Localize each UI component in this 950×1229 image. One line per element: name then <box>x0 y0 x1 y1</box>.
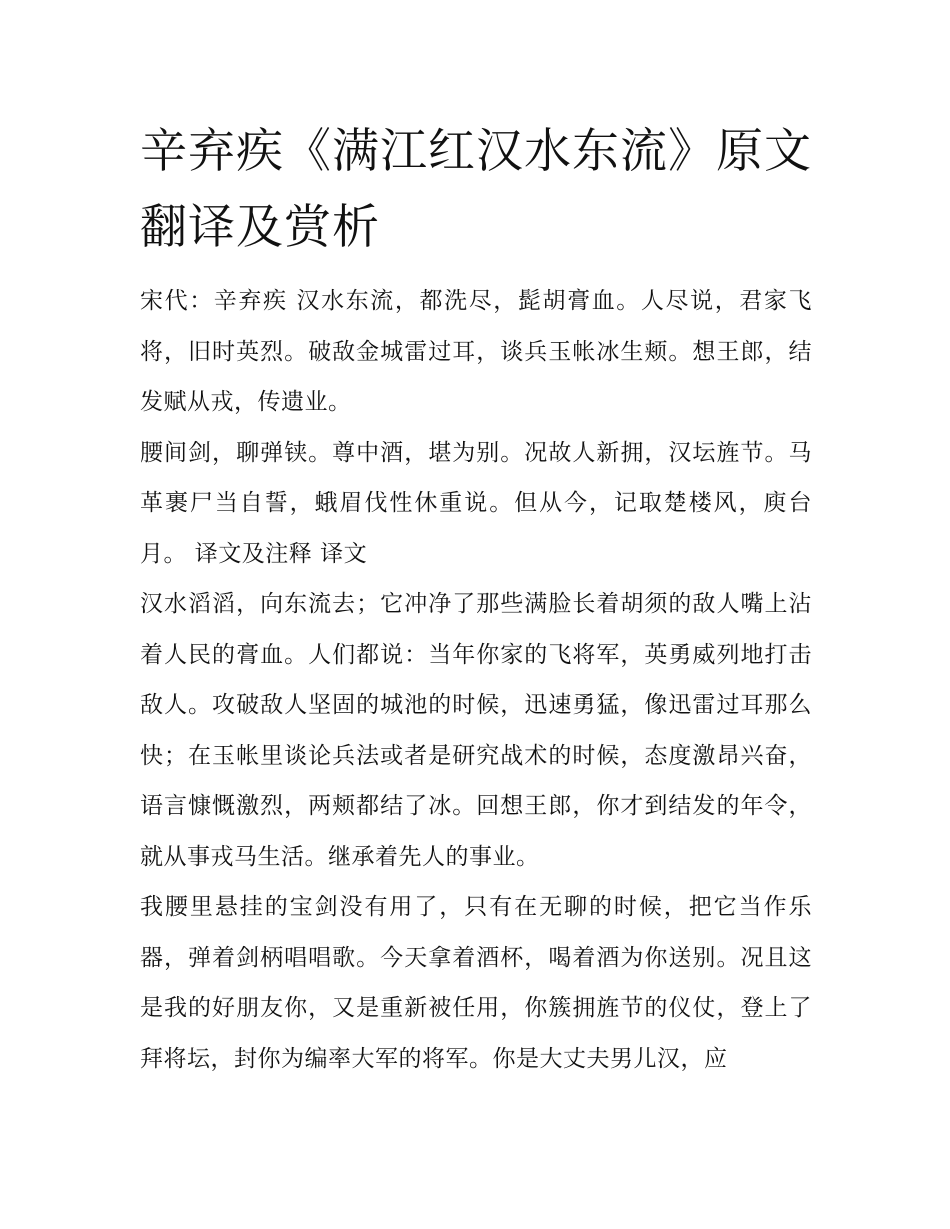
paragraph-original-text-2: 腰间剑，聊弹铗。尊中酒，堪为别。况故人新拥，汉坛旌节。马革裹尸当自誓，蛾眉伐性休重说。但从今，记取楚楼风，庾台月。 译文及注释 译文 <box>140 439 812 567</box>
document-title: 辛弃疾《满江红汉水东流》原文翻译及赏析 <box>140 124 812 255</box>
paragraph-translation-2: 我腰里悬挂的宝剑没有用了，只有在无聊的时候，把它当作乐器，弹着剑柄唱唱歌。今天拿着酒杯，喝着酒为你送别。况且这是我的好朋友你，又是重新被任用，你簇拥旌节的仪仗，登上了拜将坛，封你为编率大军的将军。你是大丈夫男儿汉，应 <box>140 894 812 1072</box>
document-body <box>140 276 812 1084</box>
paragraph-original-text-1: 宋代：辛弃疾 汉水东流，都洗尽，髭胡膏血。人尽说，君家飞将，旧时英烈。破敌金城雷过耳，谈兵玉帐冰生颊。想王郎，结发赋从戎，传遗业。 <box>140 288 812 415</box>
paragraph-translation-1: 汉水滔滔，向东流去；它冲净了那些满脸长着胡须的敌人嘴上沾着人民的膏血。人们都说：当年你家的飞将军，英勇威列地打击敌人。攻破敌人坚固的城池的时候，迅速勇猛，像迅雷过耳那么快；在玉帐里谈论兵法或者是研究战术的时候，态度激昂兴奋，语言慷慨激烈，两颊都结了冰。回想王郎，你才到结发的年令，就从事戎马生活。继承着先人的事业。 <box>140 591 812 870</box>
